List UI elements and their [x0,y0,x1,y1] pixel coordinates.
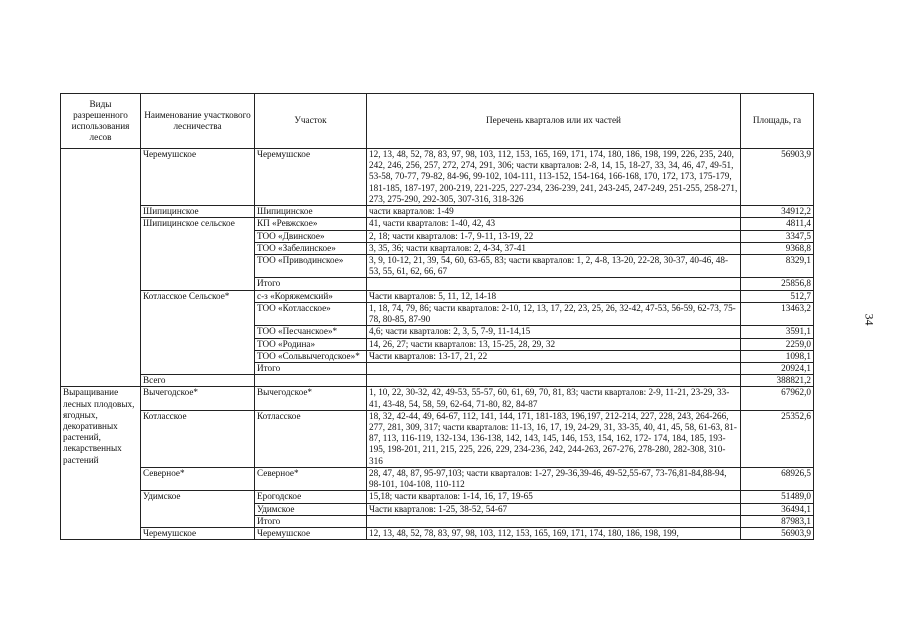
area-cell: 51489,0 [741,491,814,503]
area-cell: 9368,8 [741,242,814,254]
plot-cell: Черемушское [255,528,367,540]
table-row [61,149,814,206]
area-cell: 2259,0 [741,338,814,350]
area-cell: 34912,2 [741,206,814,218]
quarters-cell: 15,18; части кварталов: 1-14, 16, 17, 19-65 [367,491,741,503]
plot-cell: ТОО «Приводинское» [255,254,367,277]
district-cell: Вычегодское* [141,387,255,410]
district-cell: Всего [141,375,255,387]
plot-cell: Шипицинское [255,206,367,218]
plot-cell: ТОО «Котласское» [255,302,367,325]
forest-usage-table [60,93,814,540]
area-cell: 67962,0 [741,387,814,410]
plot-cell: ТОО «Двинское» [255,230,367,242]
area-cell: 8329,1 [741,254,814,277]
district-cell: Котласское [141,410,255,467]
header-district: Наименование участкового лесничества [141,94,255,149]
quarters-cell: 1, 10, 22, 30-32, 42, 49-53, 55-57, 60, 61, 69, 70, 81, 83; части кварталов: 2-9, 11-21, 23-29, 33-41, 43-48, 54, 58, 59, 62-64, 71-80, 82, 84-87 [367,387,741,410]
area-cell: 25856,8 [741,278,814,290]
quarters-cell [367,515,741,527]
quarters-cell: Части кварталов: 13-17, 21, 22 [367,350,741,362]
page-number: 34 [862,313,877,326]
quarters-cell [367,362,741,374]
district-cell: Шипицинское [141,206,255,218]
quarters-cell: Части кварталов: 5, 11, 12, 14-18 [367,290,741,302]
area-cell: 4811,4 [741,218,814,230]
table-header-row [61,94,814,149]
header-usage: Виды разрешенного использования лесов [61,94,141,149]
table-row [61,375,814,387]
plot-cell: Вычегодское* [255,387,367,410]
plot-cell: Итого [255,515,367,527]
table-row [61,206,814,218]
area-cell: 3591,1 [741,326,814,338]
quarters-cell: 3, 35, 36; части кварталов: 2, 4-34, 37-41 [367,242,741,254]
area-cell: 56903,9 [741,528,814,540]
plot-cell: с-з «Коряжемский» [255,290,367,302]
plot-cell: ТОО «Песчанское»* [255,326,367,338]
table-row [61,410,814,467]
table-row [61,290,814,302]
plot-cell: ТОО «Забелинское» [255,242,367,254]
district-cell: Черемушское [141,149,255,206]
quarters-cell: 12, 13, 48, 52, 78, 83, 97, 98, 103, 112, 153, 165, 169, 171, 174, 180, 186, 198, 199, 226, 235, 240, 242, 246, 256, 257, 272, 274, 291, 306; части кварталов: 2-8, 14, 15, 18-27, 33, 34, 46, 47, 49-51, 53-58, 70-77, 79-82, 84-96, 99-102, 104-111, 113-152, 154-164, 166-168, 170, 172, 173, 175-179, 181-185, 187-197, 200-219, 221-225, 227-234, 236-239, 241, 243-245, 247-249, 251-255, 258-271, 273, 275-290, 292-305, 307-316, 318-326 [367,149,741,206]
quarters-cell: части кварталов: 1-49 [367,206,741,218]
table-row [61,467,814,490]
area-cell: 388821,2 [741,375,814,387]
district-cell: Черемушское [141,528,255,540]
header-area: Площадь, га [741,94,814,149]
header-quarters: Перечень кварталов или их частей [367,94,741,149]
area-cell: 36494,1 [741,503,814,515]
plot-cell: КП «Ревжское» [255,218,367,230]
plot-cell: ТОО «Родина» [255,338,367,350]
quarters-cell: 18, 32, 42-44, 49, 64-67, 112, 141, 144, 171, 181-183, 196,197, 212-214, 227, 228, 243, 264-266, 277, 281, 309, 317; части кварталов: 11-13, 16, 17, 19, 24-29, 31, 33-35, 40, 41, 45, 58, 61-63, 81-87, 113, 116-119, 132-134, 136-138, 142, 143, 145, 146, 153, 154, 162, 172- 174, 184, 185, 193-195, 198-201, 211, 215, 225, 226, 229, 234-236, 242, 244-263, 267-276, 278-280, 282-308, 310-316 [367,410,741,467]
usage-cell-first [61,149,141,387]
area-cell: 87983,1 [741,515,814,527]
plot-cell: ТОО «Сольвычегодское»* [255,350,367,362]
area-cell: 25352,6 [741,410,814,467]
quarters-cell: 41, части кварталов: 1-40, 42, 43 [367,218,741,230]
quarters-cell: Части кварталов: 1-25, 38-52, 54-67 [367,503,741,515]
table-row [61,218,814,230]
plot-cell: Северное* [255,467,367,490]
plot-cell: Удимское [255,503,367,515]
area-cell: 3347,5 [741,230,814,242]
plot-cell: Итого [255,278,367,290]
table-row [61,387,814,410]
plot-cell: Итого [255,362,367,374]
plot-cell: Ерогодское [255,491,367,503]
plot-cell: Черемушское [255,149,367,206]
quarters-cell: 1, 18, 74, 79, 86; части кварталов: 2-10, 12, 13, 17, 22, 23, 25, 26, 32-42, 47-53, 56-59, 62-73, 75-78, 80-85, 87-90 [367,302,741,325]
area-cell: 512,7 [741,290,814,302]
district-cell: Удимское [141,491,255,528]
table-row [61,528,814,540]
usage-cell: Выращивание лесных плодовых, ягодных, декоративных растений, лекарственных растений [61,387,141,540]
area-cell: 1098,1 [741,350,814,362]
quarters-cell: 28, 47, 48, 87, 95-97,103; части кварталов: 1-27, 29-36,39-46, 49-52,55-67, 73-76,81-84,88-94, 98-101, 104-108, 110-112 [367,467,741,490]
district-cell: Северное* [141,467,255,490]
quarters-cell [367,278,741,290]
table-row [61,491,814,503]
area-cell: 20924,1 [741,362,814,374]
quarters-cell: 2, 18; части кварталов: 1-7, 9-11, 13-19, 22 [367,230,741,242]
area-cell: 68926,5 [741,467,814,490]
quarters-cell: 3, 9, 10-12, 21, 39, 54, 60, 63-65, 83; части кварталов: 1, 2, 4-8, 13-20, 22-28, 30-37, 40-46, 48-53, 55, 61, 62, 66, 67 [367,254,741,277]
quarters-cell [367,375,741,387]
plot-cell [255,375,367,387]
quarters-cell: 14, 26, 27; части кварталов: 13, 15-25, 28, 29, 32 [367,338,741,350]
header-plot: Участок [255,94,367,149]
quarters-cell: 12, 13, 48, 52, 78, 83, 97, 98, 103, 112, 153, 165, 169, 171, 174, 180, 186, 198, 199, [367,528,741,540]
area-cell: 13463,2 [741,302,814,325]
quarters-cell: 4,6; части кварталов: 2, 3, 5, 7-9, 11-14,15 [367,326,741,338]
area-cell: 56903,9 [741,149,814,206]
district-cell: Котласское Сельское* [141,290,255,375]
district-cell: Шипицинское сельское [141,218,255,290]
plot-cell: Котласское [255,410,367,467]
